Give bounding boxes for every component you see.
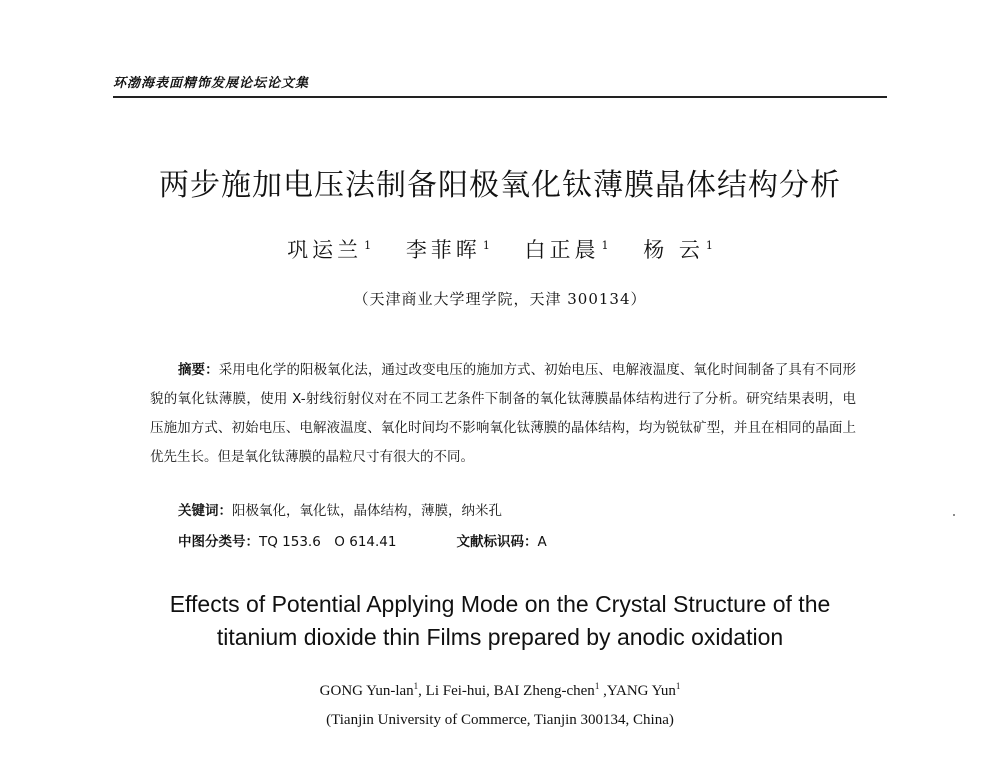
- affiliation-cn: （天津商业大学理学院，天津 300134）: [353, 290, 647, 308]
- author-cn-sup: 1: [601, 239, 609, 252]
- paper-title-en-line1: Effects of Potential Applying Mode on the Crystal Structure of the: [169, 591, 831, 617]
- keywords-text: 阳极氧化，氧化钛，晶体结构，薄膜，纳米孔: [232, 503, 502, 519]
- classification-value: TQ 153.6 O 614.41: [259, 534, 397, 550]
- keywords-label: 关键词：: [178, 503, 232, 519]
- author-cn: [643, 234, 713, 264]
- authors-cn: [0, 234, 1000, 264]
- author-cn: [525, 234, 609, 264]
- author-cn-sup: 1: [364, 239, 372, 252]
- doc-code-label: 文献标识码：: [456, 534, 538, 550]
- author-en-sup: 1: [594, 681, 600, 691]
- affiliation-en: (Tianjin University of Commerce, Tianjin 300134, China): [326, 712, 674, 728]
- author-cn: [287, 234, 371, 264]
- author-cn: [406, 234, 490, 264]
- author-en-sup: 1: [413, 681, 419, 691]
- doc-code-value: A: [537, 534, 547, 550]
- author-en-sep: ,: [486, 683, 494, 699]
- author-cn-name: 巩运兰: [287, 238, 363, 262]
- author-en-sep: ,: [418, 683, 426, 699]
- running-header: 环渤海表面精饰发展论坛论文集: [113, 76, 310, 91]
- classification-row: [178, 530, 858, 550]
- author-cn-name: 杨 云: [643, 238, 704, 262]
- paper-title-en: [0, 588, 1000, 654]
- paper-title-cn: 两步施加电压法制备阳极氧化钛薄膜晶体结构分析: [159, 168, 841, 203]
- author-en-name: GONG Yun-lan: [319, 683, 414, 699]
- abstract-text: 采用电化学的阳极氧化法，通过改变电压的施加方式、初始电压、电解液温度、氧化时间制备了具有不同形貌的氧化钛薄膜，使用 X-射线衍射仪对在不同工艺条件下制备的氧化钛薄膜晶体结构进行了分析。研究结果表明，电压施加方式、初始电压、电解液温度、氧化时间均不影响氧化钛薄膜的晶体结构，均为锐钛矿型，并且在相同的晶面上优先生长。但是氧化钛薄膜的晶粒尺寸有很大的不同。: [150, 362, 857, 465]
- scan-speck: [953, 514, 955, 516]
- author-en-sup: 1: [675, 681, 681, 691]
- author-cn-name: 白正晨: [524, 238, 600, 262]
- author-en-name: BAI Zheng-chen: [493, 683, 595, 699]
- author-cn-name: 李菲晖: [405, 238, 481, 262]
- keywords: [178, 499, 858, 519]
- author-en-name: Li Fei-hui: [425, 683, 487, 699]
- header-rule: [113, 96, 887, 98]
- author-en-sep: ,: [599, 683, 607, 699]
- paper-title-en-line2: titanium dioxide thin Films prepared by anodic oxidation: [216, 624, 784, 650]
- abstract-label: 摘要：: [178, 362, 219, 378]
- authors-en: [0, 681, 1000, 700]
- author-cn-sup: 1: [705, 239, 713, 252]
- classification-label: 中图分类号：: [178, 534, 259, 550]
- abstract: [150, 356, 856, 472]
- author-en-name: YANG Yun: [606, 683, 676, 699]
- author-cn-sup: 1: [482, 239, 490, 252]
